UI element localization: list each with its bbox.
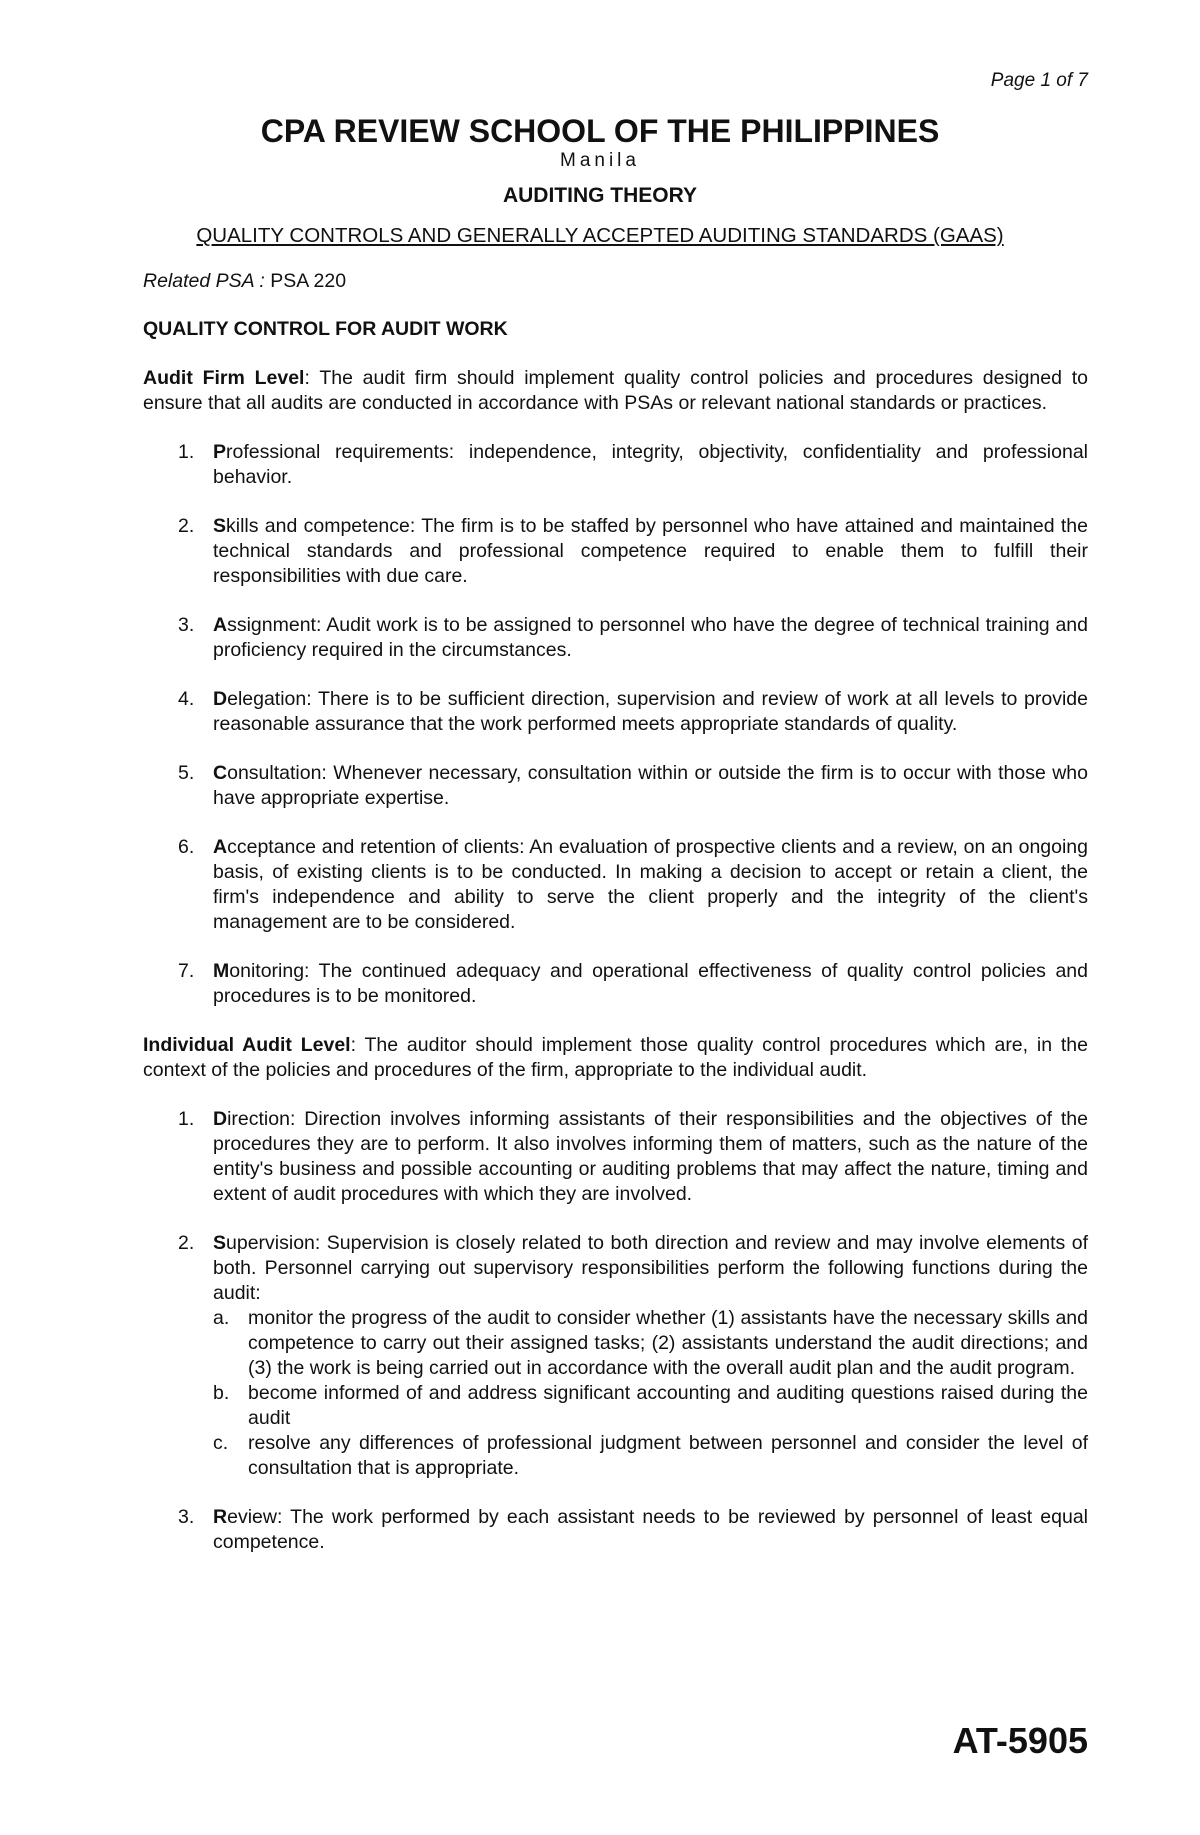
document-body (143, 366, 1088, 1579)
item-number: 1. (178, 1108, 195, 1130)
list-item (143, 1107, 1088, 1207)
related-psa-value: PSA 220 (270, 270, 347, 292)
term-label: upervision: (226, 1232, 321, 1254)
item-number: 2. (178, 1232, 195, 1254)
term-label: ssignment: (227, 614, 322, 636)
item-text: Whenever necessary, consultation within or outside the firm is to occur with those who have appropriate expertise. (213, 762, 1088, 809)
list-item (143, 1231, 1088, 1481)
firm-level-list (143, 440, 1088, 1009)
item-text: The firm is to be staffed by personnel who have attained and maintained the technical standards and professional competence required to enable them to fulfill their responsibilities with due care. (213, 515, 1088, 587)
list-item (143, 514, 1088, 589)
list-item (143, 761, 1088, 811)
section-title: QUALITY CONTROL FOR AUDIT WORK (143, 318, 508, 340)
sublist-item (213, 1306, 1088, 1381)
item-number: 4. (178, 688, 195, 710)
term-label: cceptance and retention of clients: (227, 836, 525, 858)
term-initial: R (213, 1506, 228, 1528)
term-initial: S (213, 1232, 227, 1254)
term-label: elegation: (227, 688, 312, 710)
term-label: onsultation: (227, 762, 327, 784)
term-initial: A (213, 836, 228, 858)
sublist-item (213, 1381, 1088, 1431)
list-item (143, 835, 1088, 935)
city-subtitle: Manila (560, 150, 640, 171)
firm-level-text: : The audit firm should implement quality control policies and procedures designed to ensure that all audits are conducted in accordance with PSAs or relevant national standards or practices. (143, 367, 1088, 414)
term-initial: D (213, 688, 228, 710)
individual-level-text: : The auditor should implement those quality control procedures which are, in the context of the policies and procedures of the firm, appropriate to the individual audit. (143, 1034, 1088, 1081)
sub-text: resolve any differences of professional judgment between personnel and consider the level of consultation that is appropriate. (248, 1432, 1088, 1479)
list-item (143, 959, 1088, 1009)
term-label: kills and competence: (226, 515, 416, 537)
item-text: The continued adequacy and operational effectiveness of quality control policies and procedures is to be monitored. (213, 960, 1088, 1007)
item-number: 2. (178, 515, 195, 537)
term-initial: C (213, 762, 228, 784)
sub-text: monitor the progress of the audit to consider whether (1) assistants have the necessary skills and competence to carry out their assigned tasks; (2) assistants understand the audit directions; and (3) the work is being carried out in accordance with the overall audit plan and the audit program. (248, 1307, 1088, 1379)
individual-level-list (143, 1107, 1088, 1555)
term-initial: S (213, 515, 227, 537)
school-title: CPA REVIEW SCHOOL OF THE PHILIPPINES (260, 113, 940, 149)
subject-title: AUDITING THEORY (502, 184, 698, 207)
item-number: 3. (178, 614, 195, 636)
sublist-item (213, 1431, 1088, 1481)
list-item (143, 440, 1088, 490)
item-number: 6. (178, 836, 195, 858)
term-initial: P (213, 441, 227, 463)
related-psa (143, 270, 346, 293)
term-initial: A (213, 614, 228, 636)
individual-level-intro (143, 1033, 1088, 1083)
sub-letter: a. (213, 1307, 230, 1329)
item-number: 3. (178, 1506, 195, 1528)
individual-level-label-plain: Individual (143, 1034, 243, 1056)
term-initial: M (213, 960, 230, 982)
page-number: Page 1 of 7 (990, 70, 1088, 91)
firm-level-intro (143, 366, 1088, 416)
item-text: An evaluation of prospective clients and a review, on an ongoing basis, of existing clients is to be conducted. In making a decision to accept or retain a client, the firm's independence and ability to serve the client properly and the integrity of the client's management are to be considered. (213, 836, 1088, 933)
sub-text: become informed of and address significant accounting and auditing questions raised during the audit (248, 1382, 1088, 1429)
item-number: 1. (178, 441, 195, 463)
term-label: rofessional requirements: (226, 441, 455, 463)
item-text: Audit work is to be assigned to personnel who have the degree of technical training and proficiency required in the circumstances. (213, 614, 1088, 661)
list-item (143, 1505, 1088, 1555)
term-initial: D (213, 1108, 228, 1130)
individual-level-label: Audit Level (242, 1034, 351, 1056)
list-item (143, 613, 1088, 663)
sub-letter: c. (213, 1432, 229, 1454)
item-number: 5. (178, 762, 195, 784)
item-text: There is to be sufficient direction, supervision and review of work at all levels to provide reasonable assurance that the work performed meets appropriate standards of quality. (213, 688, 1088, 735)
related-psa-label: Related PSA : (143, 270, 265, 292)
sub-letter: b. (213, 1382, 230, 1404)
item-text: Supervision is closely related to both direction and review and may involve elements of both. Personnel carrying out supervisory responsibilities perform the following functions during the audit: (213, 1232, 1088, 1304)
item-number: 7. (178, 960, 195, 982)
term-label: onitoring: (229, 960, 310, 982)
firm-level-label: Audit Firm Level (143, 367, 305, 389)
item-text: independence, integrity, objectivity, confidentiality and professional behavior. (213, 441, 1088, 488)
supervision-sublist (213, 1306, 1088, 1481)
list-item (143, 687, 1088, 737)
term-label: irection: (227, 1108, 296, 1130)
document-code: AT-5905 (952, 1720, 1088, 1761)
term-label: eview: (227, 1506, 283, 1528)
item-text: The work performed by each assistant needs to be reviewed by personnel of least equal competence. (213, 1506, 1088, 1553)
item-text: Direction involves informing assistants of their responsibilities and the objectives of the procedures they are to perform. It also involves informing them of matters, such as the nature of the entity's business and possible accounting or auditing problems that may affect the nature, timing and extent of audit procedures with which they are involved. (213, 1108, 1088, 1205)
topic-title: QUALITY CONTROLS AND GENERALLY ACCEPTED AUDITING STANDARDS (GAAS) (196, 224, 1004, 247)
